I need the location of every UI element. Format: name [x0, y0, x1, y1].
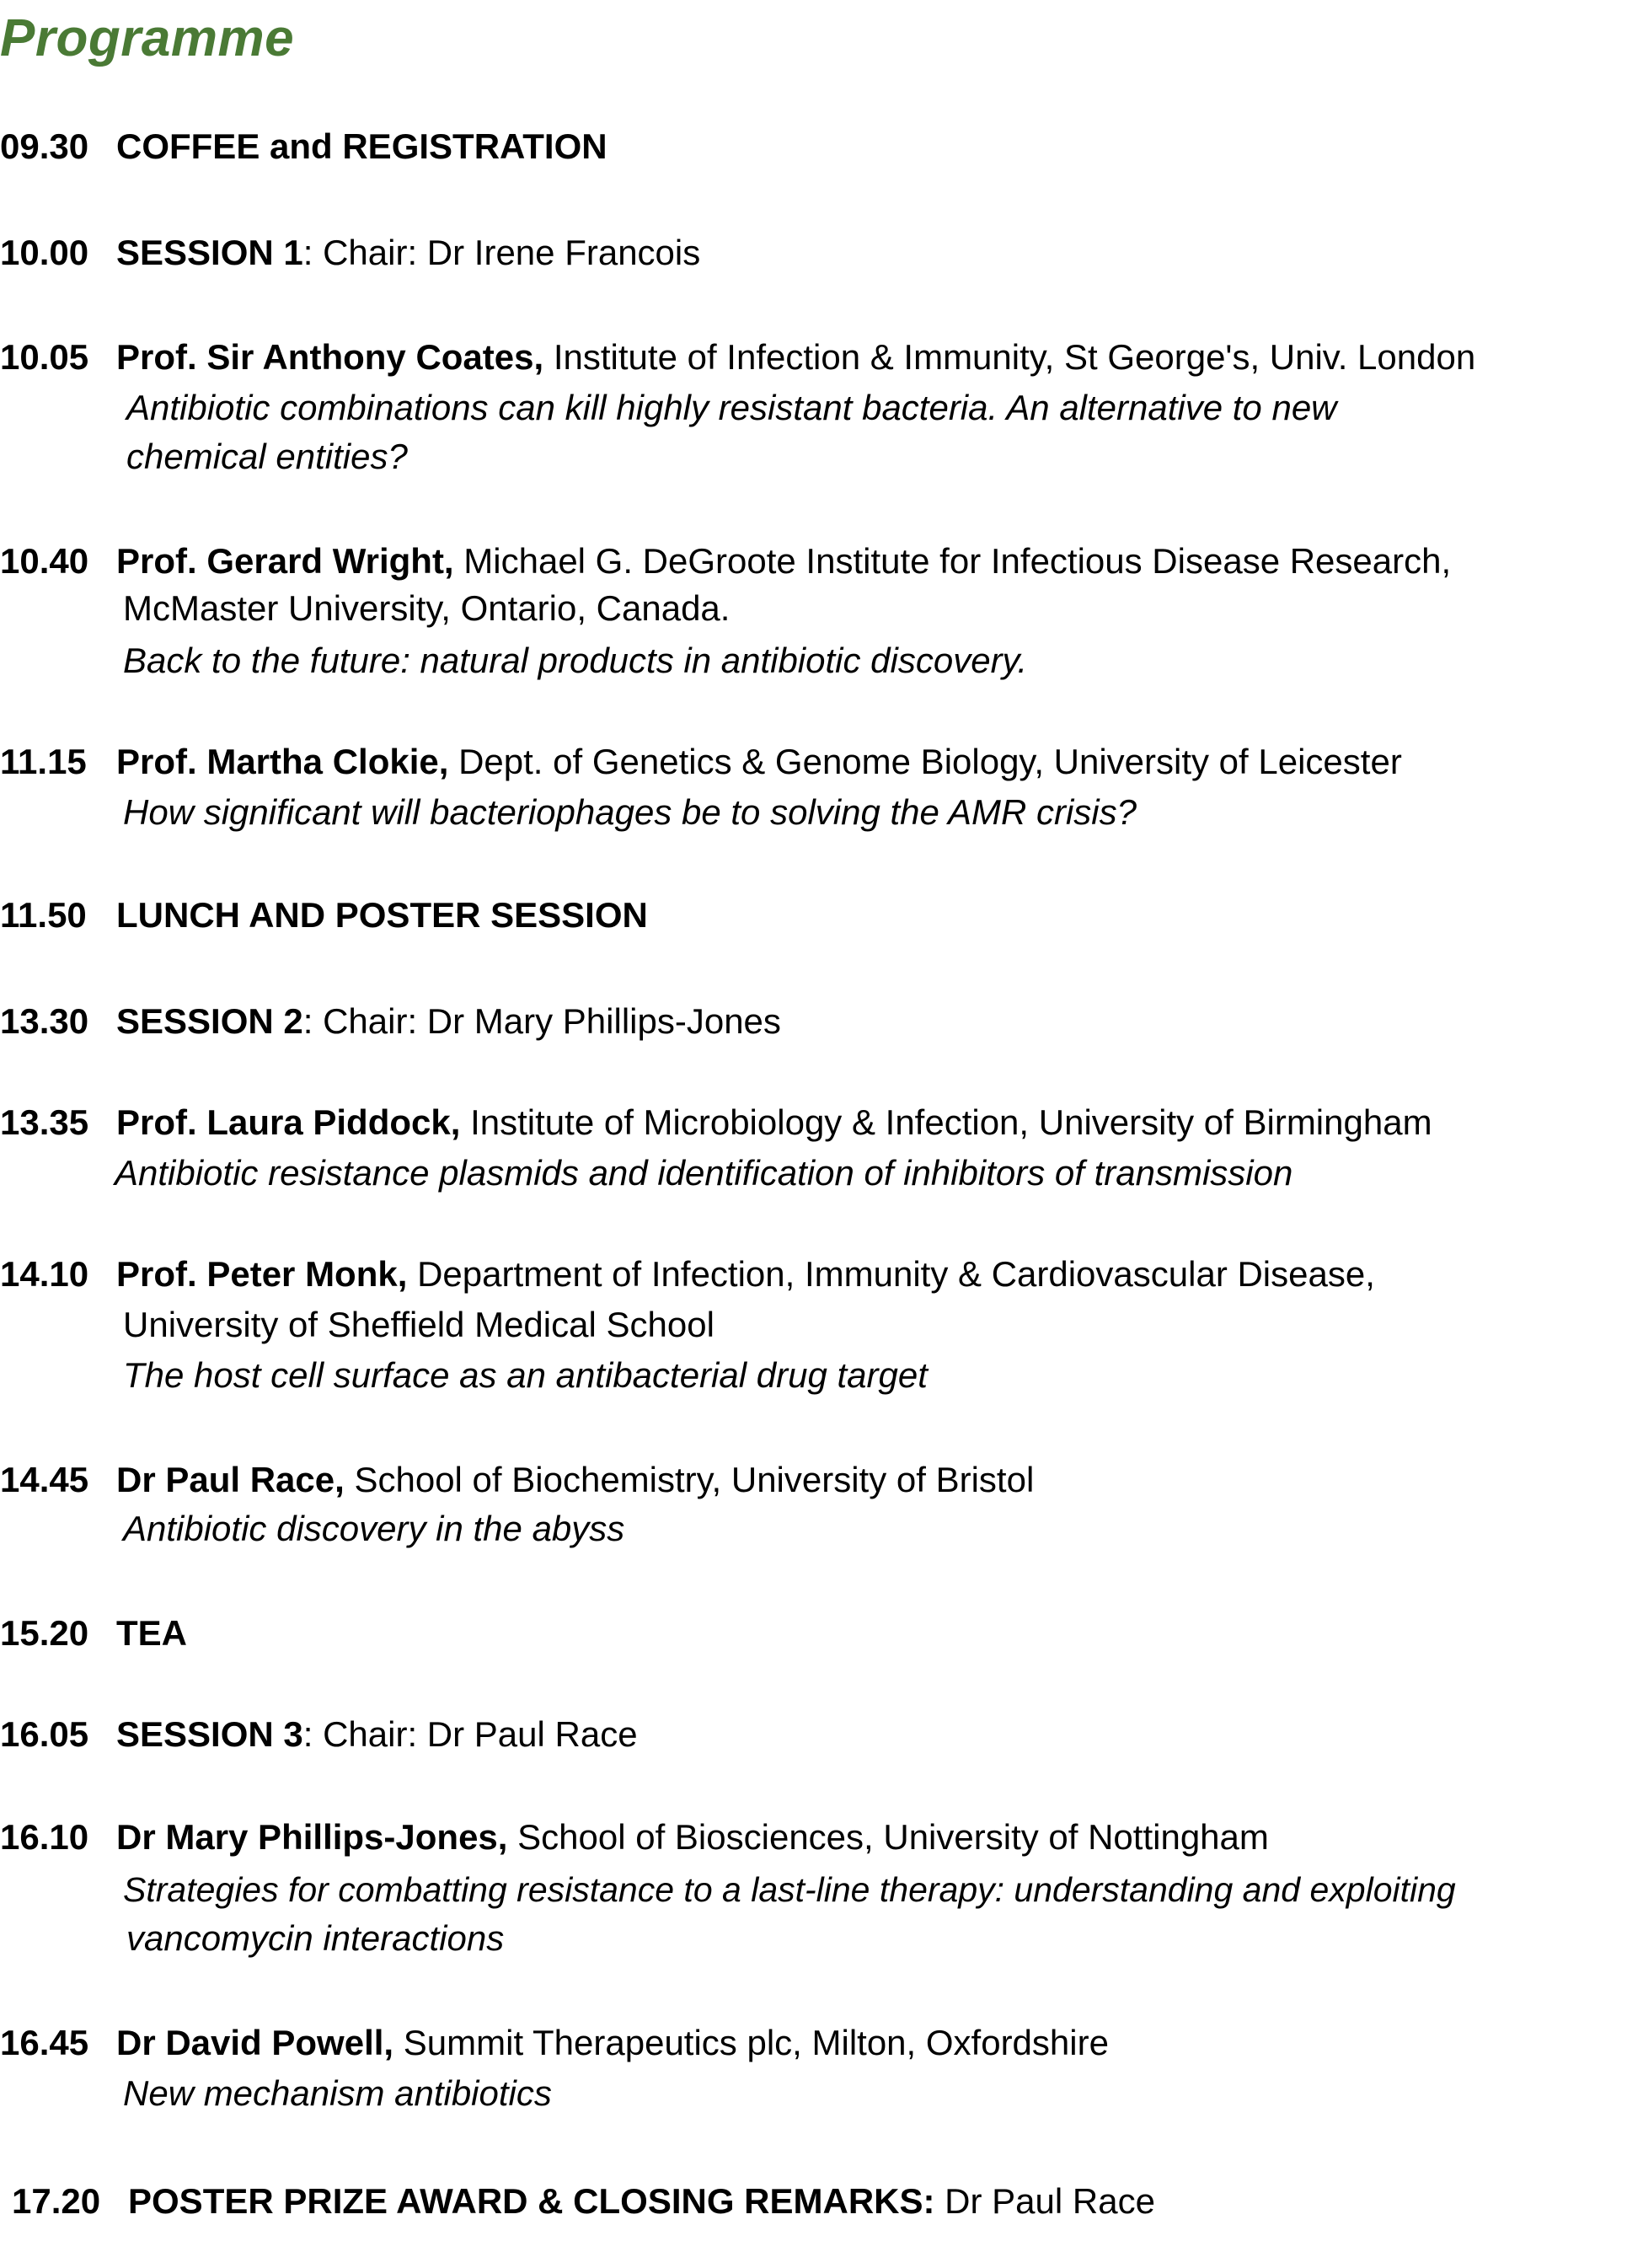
item-chair: : Chair: Dr Paul Race — [302, 1714, 638, 1754]
item-talk-title: New mechanism antibiotics — [123, 2073, 552, 2113]
item-talk-title: The host cell surface as an antibacterial drug target — [123, 1355, 928, 1395]
item-affiliation: School of Biochemistry, University of Bristol — [344, 1460, 1035, 1499]
item-heading: SESSION 1 — [116, 233, 303, 272]
item-talk-title: vancomycin interactions — [126, 1918, 505, 1958]
item-speaker: Prof. Sir Anthony Coates, — [116, 337, 544, 377]
item-chair: : Chair: Dr Irene Francois — [302, 233, 701, 272]
item-speaker: Prof. Martha Clokie, — [116, 742, 449, 781]
programme-item — [0, 334, 1475, 381]
item-time: 10.00 — [0, 233, 89, 272]
item-heading: SESSION 2 — [116, 1001, 303, 1041]
item-heading: POSTER PRIZE AWARD & CLOSING REMARKS: — [128, 2181, 935, 2221]
item-chair: : Chair: Dr Mary Phillips-Jones — [302, 1001, 781, 1041]
programme-item — [0, 1814, 1269, 1861]
programme-item — [0, 1711, 638, 1758]
page-title: Programme — [0, 9, 295, 67]
item-talk-title: How significant will bacteriophages be to solving the AMR crisis? — [123, 792, 1137, 832]
item-talk-title: Back to the future: natural products in antibiotic discovery. — [123, 641, 1028, 680]
item-time: 17.20 — [12, 2181, 101, 2221]
item-time: 16.45 — [0, 2023, 89, 2062]
item-speaker: Dr Mary Phillips-Jones, — [116, 1817, 508, 1857]
item-time: 10.05 — [0, 337, 89, 377]
item-heading: LUNCH AND POSTER SESSION — [116, 895, 648, 935]
item-time: 11.50 — [0, 895, 87, 935]
item-affiliation: Summit Therapeutics plc, Milton, Oxfordshire — [393, 2023, 1109, 2062]
programme-item — [0, 1251, 1375, 1298]
item-speaker: Prof. Gerard Wright, — [116, 541, 454, 581]
item-talk-title: Antibiotic combinations can kill highly resistant bacteria. An alternative to new — [126, 388, 1337, 427]
item-affiliation: School of Biosciences, University of Nottingham — [507, 1817, 1269, 1857]
item-time: 13.35 — [0, 1102, 89, 1142]
item-affiliation: Dept. of Genetics & Genome Biology, University of Leicester — [448, 742, 1402, 781]
item-affiliation: Institute of Infection & Immunity, St George's, Univ. London — [543, 337, 1476, 377]
item-speaker: Prof. Laura Piddock, — [116, 1102, 461, 1142]
item-talk-title: chemical entities? — [126, 437, 408, 476]
item-speaker: Prof. Peter Monk, — [116, 1254, 408, 1294]
item-talk-title: Antibiotic resistance plasmids and identification of inhibitors of transmission — [115, 1153, 1293, 1193]
item-time: 09.30 — [0, 126, 89, 166]
item-heading: TEA — [116, 1613, 187, 1653]
item-speaker: Dr David Powell, — [116, 2023, 394, 2062]
programme-item — [0, 892, 648, 939]
item-heading: COFFEE and REGISTRATION — [116, 126, 607, 166]
item-time: 13.30 — [0, 1001, 89, 1041]
item-time: 14.10 — [0, 1254, 89, 1294]
programme-item — [0, 538, 1451, 585]
item-heading: SESSION 3 — [116, 1714, 303, 1754]
programme-item — [0, 2019, 1109, 2067]
programme-item — [0, 738, 1402, 785]
item-speaker: Dr Paul Race, — [116, 1460, 345, 1499]
item-time: 11.15 — [0, 742, 87, 781]
item-presenter: Dr Paul Race — [934, 2181, 1155, 2221]
programme-item — [0, 229, 700, 276]
programme-item — [0, 123, 607, 170]
programme-item — [0, 998, 781, 1045]
item-talk-title: Antibiotic discovery in the abyss — [123, 1509, 625, 1548]
item-time: 14.45 — [0, 1460, 89, 1499]
programme-item — [0, 1610, 187, 1657]
item-time: 10.40 — [0, 541, 89, 581]
item-talk-title: Strategies for combatting resistance to a last-line therapy: understanding and exploiting — [123, 1870, 1456, 1909]
item-affiliation: Department of Infection, Immunity & Cardiovascular Disease, — [407, 1254, 1375, 1294]
item-time: 16.10 — [0, 1817, 89, 1857]
item-time: 15.20 — [0, 1613, 89, 1653]
programme-item — [12, 2178, 1155, 2225]
item-affiliation: University of Sheffield Medical School — [123, 1305, 714, 1344]
programme-item — [0, 1456, 1034, 1504]
item-time: 16.05 — [0, 1714, 89, 1754]
item-affiliation: Institute of Microbiology & Infection, University of Birmingham — [460, 1102, 1432, 1142]
item-affiliation: Michael G. DeGroote Institute for Infectious Disease Research, — [453, 541, 1452, 581]
item-affiliation: McMaster University, Ontario, Canada. — [123, 588, 731, 628]
programme-item — [0, 1099, 1432, 1146]
